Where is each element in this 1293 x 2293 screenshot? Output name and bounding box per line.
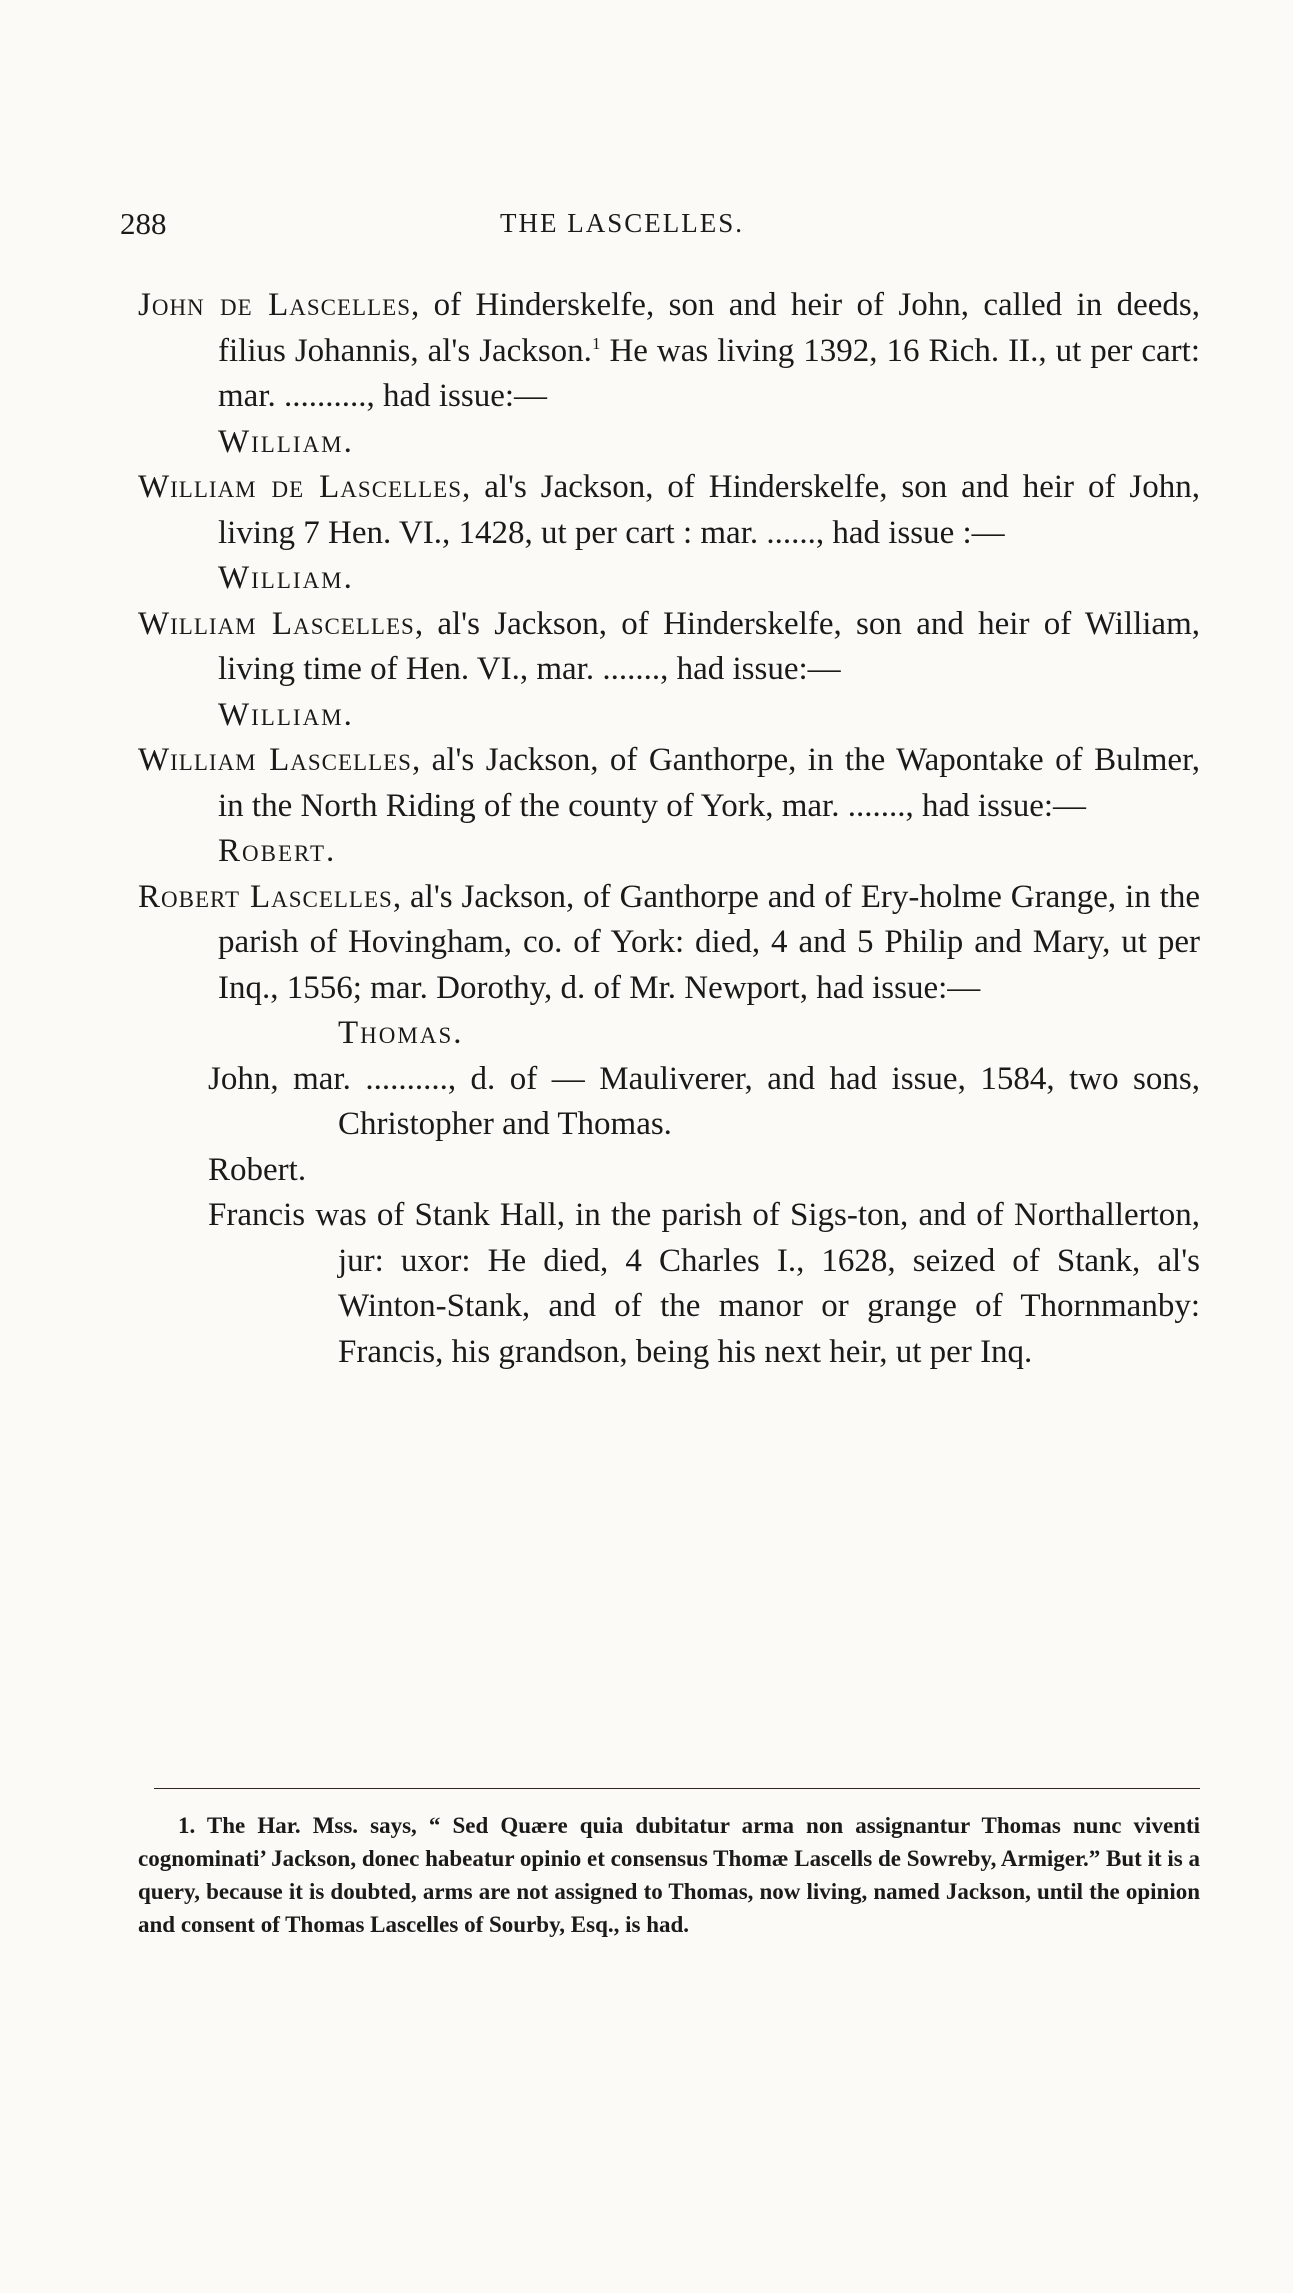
entry-william-lascelles-hinderskelfe (138, 602, 1200, 693)
entry-text: , al's Jackson, of Hinderskelfe, son and heir of John, living 7 Hen. VI., 1428, ut per cart : mar. ......, had issue :— (218, 469, 1200, 551)
entry-name: William Lascelles (138, 605, 415, 642)
footnote (138, 1809, 1200, 1941)
child-name: William. (218, 423, 354, 460)
entry-text: , al's Jackson, of Ganthorpe, in the Wapontake of Bulmer, in the North Riding of the county of York, mar. ......., had issue:— (218, 742, 1200, 824)
entry-name: William de Lascelles (138, 469, 463, 505)
child-name: Robert. (218, 833, 337, 869)
entry-text: , al's Jackson, of Hinderskelfe, son and heir of William, living time of Hen. VI., mar. ......., had issue:— (218, 605, 1200, 687)
entry-john-de-lascelles (138, 283, 1200, 420)
entry-text-continued: He was living 1392, 16 Rich. II., ut per cart: mar. .........., had issue:— (218, 332, 1200, 414)
child-name: William. (218, 560, 354, 596)
entry-text: , of Hinderskelfe, son and heir of John, called in deeds, filius Johannis, al's Jackson. (218, 287, 1200, 369)
footnote-ref: 1 (591, 333, 601, 353)
child-francis: Francis was of Stank Hall, in the parish of Sigs-ton, and of Northallerton, jur: uxor: He died, 4 Charles I., 1628, seized of Stank, al's Winton-Stank, and of the manor or grange of Thornmanby: Francis, his grandson, being his next heir, ut per Inq. (208, 1197, 1200, 1370)
entry-text: , al's Jackson, of Ganthorpe and of Ery-holme Grange, in the parish of Hovingham, co. of York: died, 4 and 5 Philip and Mary, ut per Inq., 1556; mar. Dorothy, d. of Mr. Newport, had issue:— (218, 878, 1200, 1006)
child-john: John, mar. .........., d. of — Mauliverer, and had issue, 1584, two sons, Christopher and Thomas. (208, 1060, 1200, 1142)
running-title: THE LASCELLES. (500, 208, 744, 238)
child-robert: Robert. (208, 1151, 307, 1188)
genealogy-body (138, 283, 1200, 1375)
entry-william-de-lascelles (138, 465, 1200, 556)
child-name: Thomas. (338, 1015, 464, 1051)
entry-robert-lascelles (138, 875, 1200, 1012)
entry-name: John de Lascelles (138, 287, 411, 323)
footnote-text: 1. The Har. Mss. says, “ Sed Quære quia dubitatur arma non assignantur Thomas nunc viventi cognominati’ Jackson, donec habeatur opinio et consensus Thomæ Lascells de Sowreby, Armiger.” But it is a query, because it is doubted, arms are not assigned to Thomas, now living, named Jackson, until the opinion and consent of Thomas Lascelles of Sourby, Esq., is had. (138, 1813, 1200, 1937)
entry-name: Robert Lascelles (138, 878, 393, 915)
footnote-divider (154, 1788, 1200, 1789)
child-name: William. (218, 696, 354, 733)
entry-william-lascelles-ganthorpe (138, 738, 1200, 829)
page-number: 288 (120, 206, 167, 241)
page-header (120, 206, 1200, 246)
entry-name: William Lascelles (138, 742, 412, 778)
